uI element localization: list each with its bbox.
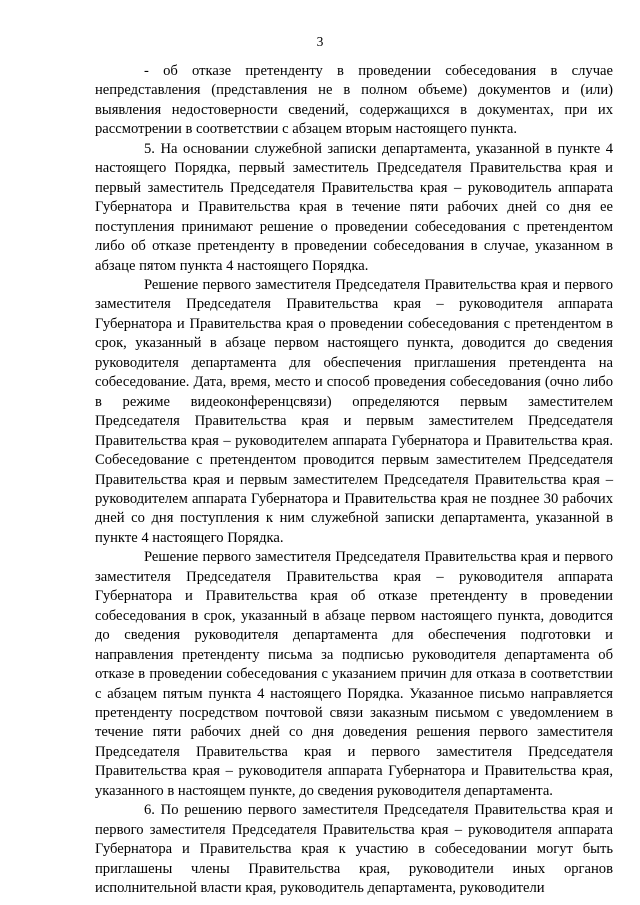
paragraph-refusal-decision: Решение первого заместителя Председателя Правительства края и первого заместителя Председателя Правительства края – руководителя аппарата Губернатора и Правительства края об отказе претенденту в проведении собеседования в срок, указанный в абзаце первом настоящего пункта, доводится до сведения руководителя департамента для обеспечения подготовки и направления претенденту письма за подписью руководителя департамента об отказе в проведении собеседования с указанием причин для отказа в соответствии с абзацем пятым пункта 4 настоящего Порядка. Указанное письмо направляется претенденту посредством почтовой связи заказным письмом с уведомлением в течение пяти рабочих дней со дня доведения решения первого заместителя Председателя Правительства края и первого заместителя Председателя Правительства края – руководителя аппарата Губернатора и Правительства края, указанного в настоящем пункте, до сведения руководителя департамента. xyxy=(95,549,613,799)
paragraph-clause-6: 6. По решению первого заместителя Председателя Правительства края и первого заместителя Председателя Правительства края – руководителя аппарата Губернатора и Правительства края к участию в собеседовании могут быть приглашены члены Правительства края, руководители иных органов исполнительной власти края, руководитель департамента, руководители xyxy=(95,802,613,897)
paragraph-interview-decision: Решение первого заместителя Председателя Правительства края и первого заместителя Председателя Правительства края – руководителя аппарата Губернатора и Правительства края о проведении собеседования с претендентом в срок, указанный в абзаце первом настоящего пункта, доводится до сведения руководителя департамента для обеспечения приглашения претендента на собеседование. Дата, время, место и способ проведения собеседования (очно либо в режиме видеоконференцсвязи) определяются первым заместителем Председателя Правительства края и первым заместителем Председателя Правительства края – руководителем аппарата Губернатора и Правительства края. Собеседование с претендентом проводится первым заместителем Председателя Правительства края и первым заместителем Председателя Правительства края – руководителем аппарата Губернатора и Правительства края не позднее 30 рабочих дней со дня поступления к ним служебной записки департамента, указанной в пункте 4 настоящего Порядка. xyxy=(95,276,613,546)
page-number: 3 xyxy=(316,34,324,49)
document-body xyxy=(95,62,613,898)
paragraph-clause-5: 5. На основании служебной записки департамента, указанной в пункте 4 настоящего Порядка, первый заместитель Председателя Правительства края и первый заместитель Председателя Правительства края – руководитель аппарата Губернатора и Правительства края в течение пяти рабочих дней со дня ее поступления принимают решение о проведении собеседования с претендентом либо об отказе претенденту в проведении собеседования в случае, указанном в абзаце пятом пункта 4 настоящего Порядка. xyxy=(95,140,613,274)
paragraph-refusal-item: - об отказе претенденту в проведении собеседования в случае непредставления (представления не в полном объеме) документов и (или) выявления недостоверности сведений, содержащихся в документах, при их рассмотрении в соответствии с абзацем вторым настоящего пункта. xyxy=(95,63,613,138)
